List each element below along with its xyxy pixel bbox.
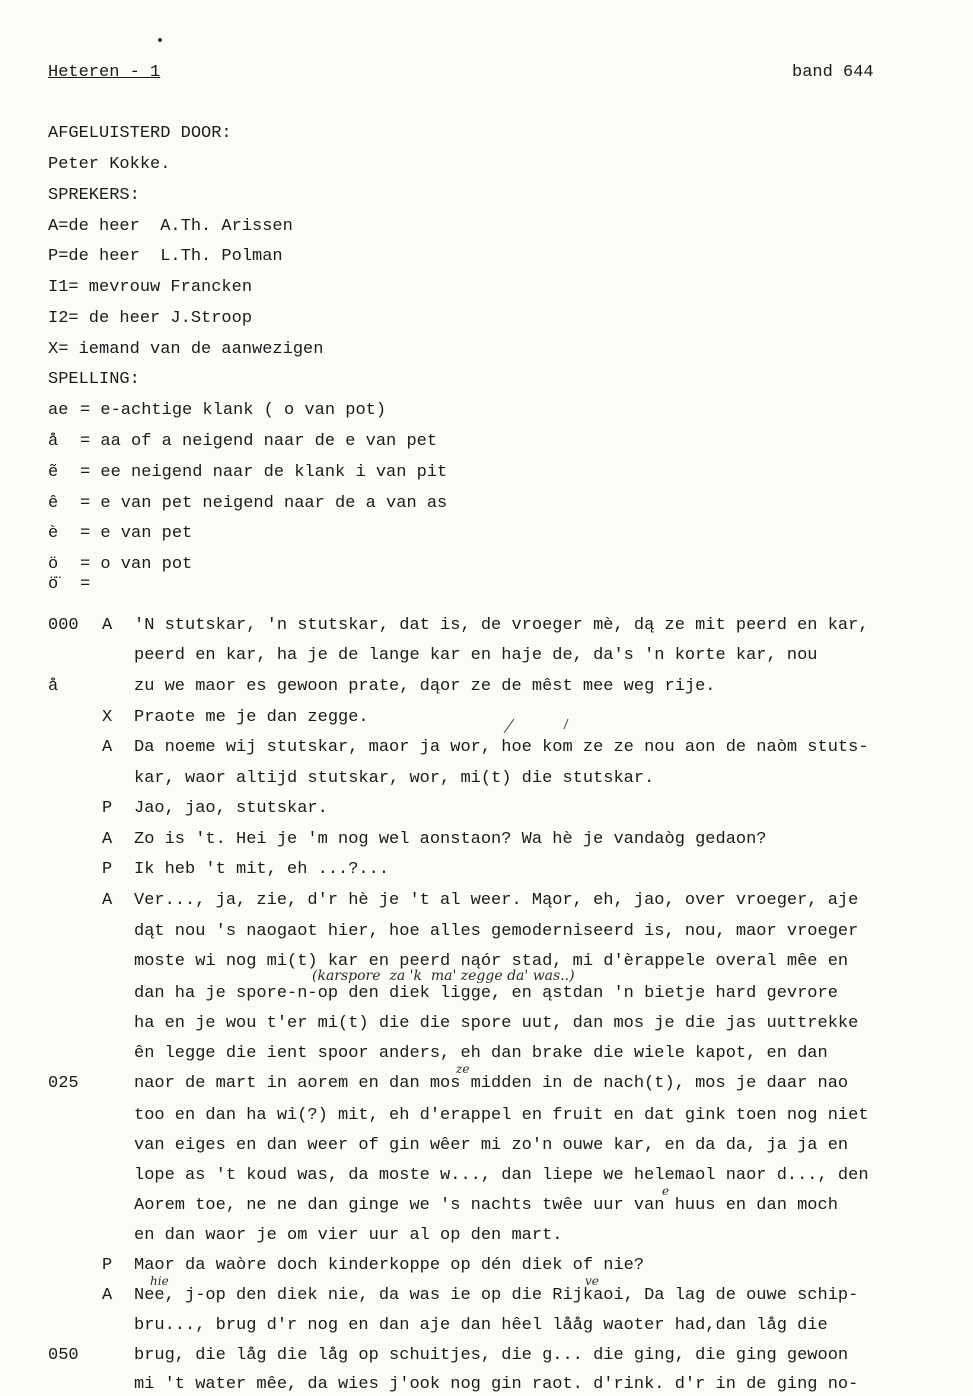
transcript-line: bru..., brug d'r nog en dan aje dan hêel lååg waoter had,dan låg die: [134, 1316, 828, 1335]
spelling-desc: = o van pot: [80, 555, 193, 574]
transcript-line: Da noeme wij stutskar, maor ja wor, hoe kom ze ze nou aon de naòm stuts-: [134, 738, 869, 757]
speaker-code: A: [102, 891, 113, 910]
handwritten-note-hie: hie: [150, 1274, 169, 1288]
transcript-line: Aorem toe, ne ne dan ginge we 's nachts twêe uur van huus en dan moch: [134, 1196, 838, 1215]
transcript-line: zu we maor es gewoon prate, dąor ze de mêst mee weg rije.: [134, 677, 716, 696]
spelling-symbol: ö: [48, 555, 59, 574]
transcript-line: naor de mart in aorem en dan mos midden in de nach(t), mos je daar nao: [134, 1074, 849, 1093]
speaker-line: P=de heer L.Th. Polman: [48, 247, 283, 266]
transcript-line: lope as 't koud was, da moste w..., dan liepe we helemaol naor d..., den: [134, 1166, 869, 1185]
transcript-line: mi 't water mêe, da wies j'ook nog gin raot. d'rink. d'r in de ging no-: [134, 1375, 859, 1394]
speaker-line: X= iemand van de aanwezigen: [48, 340, 324, 359]
speakers-label: SPREKERS:: [48, 186, 140, 205]
transcript-line: van eiges en dan weer of gin wêer mi zo'n ouwe kar, en da da, ja ja en: [134, 1136, 849, 1155]
heard-by-label: AFGELUISTERD DOOR:: [48, 124, 232, 143]
speaker-code: A: [102, 616, 113, 635]
transcript-line: kar, waor altijd stutskar, wor, mi(t) die stutskar.: [134, 769, 655, 788]
transcript-line: en dan waor je om vier uur al op den mart.: [134, 1226, 563, 1245]
spelling-desc: = aa of a neigend naar de e van pet: [80, 432, 438, 451]
spelling-desc: = e van pet neigend naar de a van as: [80, 494, 448, 513]
speaker-code: P: [102, 860, 113, 879]
spelling-symbol: ẽ: [48, 463, 59, 482]
speaker-code: P: [102, 1256, 113, 1275]
speaker-line: I2= de heer J.Stroop: [48, 309, 253, 328]
spelling-desc: = ee neigend naar de klank i van pit: [80, 463, 448, 482]
spelling-symbol: ê: [48, 494, 59, 513]
handwritten-note-ze: ze: [456, 1062, 470, 1076]
speaker-code: A: [102, 738, 113, 757]
spelling-label: SPELLING:: [48, 370, 140, 389]
speaker-code: A: [102, 830, 113, 849]
header-tape: band 644: [792, 63, 874, 82]
transcript-line: Ver..., ja, zie, d'r hè je 't al weer. Mąor, eh, jao, over vroeger, aje: [134, 891, 859, 910]
spelling-symbol: å: [48, 432, 59, 451]
handwritten-note-e: e: [662, 1184, 670, 1198]
header-place: Heteren - 1: [48, 63, 161, 82]
transcript-line: moste wi nog mi(t) kar en peerd nąór stad, mi d'èrappele overal mêe en: [134, 952, 849, 971]
speaker-code: X: [102, 708, 113, 727]
speaker-line: A=de heer A.Th. Arissen: [48, 217, 293, 236]
heard-by-name: Peter Kokke.: [48, 155, 171, 174]
line-number: 025: [48, 1074, 79, 1093]
transcript-line: peerd en kar, ha je de lange kar en haje de, da's 'n korte kar, nou: [134, 646, 818, 665]
speaker-code: A: [102, 1286, 113, 1305]
line-number: 050: [48, 1346, 79, 1365]
handwritten-note-ve: ve: [585, 1274, 599, 1288]
transcript-line: Nee, j-op den diek nie, da was ie op die Rijkaoi, Da lag de ouwe schip-: [134, 1286, 859, 1305]
spelling-desc: =: [80, 575, 91, 594]
speaker-code: P: [102, 799, 113, 818]
speaker-line: I1= mevrouw Francken: [48, 278, 253, 297]
transcript-line: dan ha je spore-n-op den diek ligge, en ąstdan 'n bietje hard gevrore: [134, 984, 838, 1003]
transcript-line: Praote me je dan zegge.: [134, 708, 369, 727]
spelling-symbol: ö̈: [48, 575, 59, 594]
spelling-symbol: è: [48, 524, 59, 543]
transcript-line: Jao, jao, stutskar.: [134, 799, 328, 818]
transcript-line: Ik heb 't mit, eh ...?...: [134, 860, 390, 879]
transcript-line: ên legge die ient spoor anders, eh dan brake die wiele kapot, en dan: [134, 1044, 828, 1063]
spelling-symbol: ae: [48, 401, 69, 420]
speck: [158, 38, 162, 42]
transcript-line: Maor da waòre doch kinderkoppe op dén diek of nie?: [134, 1256, 645, 1275]
transcript-line: too en dan ha wi(?) mit, eh d'erappel en fruit en dat gink toen nog niet: [134, 1106, 869, 1125]
spelling-desc: = e-achtige klank ( o van pot): [80, 401, 387, 420]
line-number: å: [48, 677, 59, 696]
transcript-line: Zo is 't. Hei je 'm nog wel aonstaon? Wa hè je vandaòg gedaon?: [134, 830, 767, 849]
transcript-line: 'N stutskar, 'n stutskar, dat is, de vroeger mè, dą ze mit peerd en kar,: [134, 616, 869, 635]
pencil-tick-marks: [500, 715, 580, 737]
transcript-line: brug, die låg die låg op schuitjes, die g... die ging, die ging gewoon: [134, 1346, 849, 1365]
spelling-desc: = e van pet: [80, 524, 193, 543]
line-number: 000: [48, 616, 79, 635]
transcript-line: ha en je wou t'er mi(t) die die spore uut, dan mos je die jas uuttrekke: [134, 1014, 859, 1033]
transcript-line: dąt nou 's naogaot hier, hoe alles gemoderniseerd is, nou, maor vroeger: [134, 922, 859, 941]
handwritten-note-karspore: (karspore za 'k ma' zegge da' was..): [312, 968, 575, 984]
